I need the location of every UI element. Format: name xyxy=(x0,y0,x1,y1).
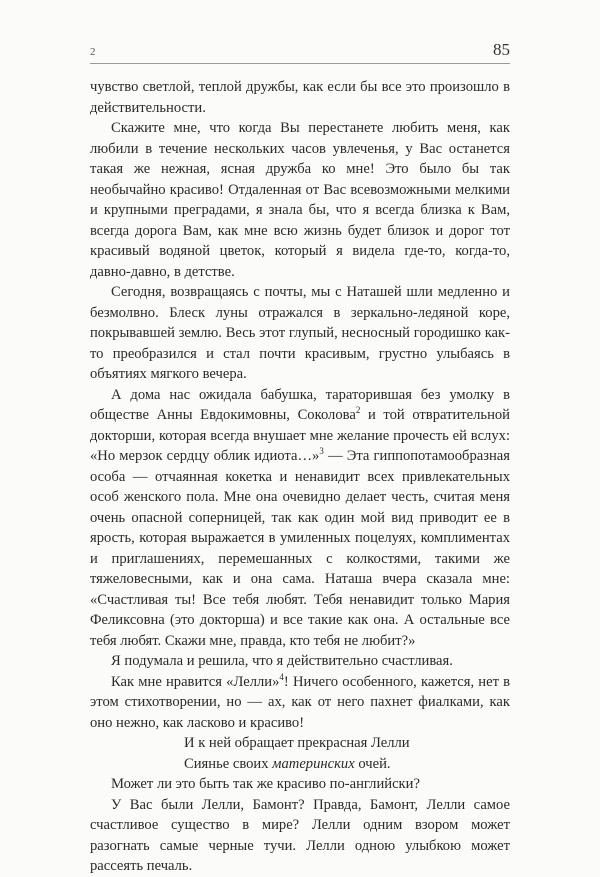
paragraph-8: У Вас были Лелли, Бамонт? Правда, Бамонт, Лелли самое счастливое существо в мире? Лелли одним взором может разогнать самые черные тучи. Лелли одною улыбкою может рассеять печаль. xyxy=(90,796,510,874)
paragraph-4-part-a: А дома нас ожидала бабушка, тараторившая без умолку в обществе Анны Евдокимовны, Соколова xyxy=(90,386,510,423)
paragraph-4-part-c: — Эта гиппопотамообразная особа — отчаянная кокетка и ненавидит всех привлекательных особ женского пола. Мне она очевидно делает честь, считая меня очень опасной соперницей, так как один мой вид приводит ее в ярость, которая выражается в умиленных поцелуях, комплиментах и приглашениях, перемешанных с колкостями, такими же тяжеловесными, как и она сама. Наташа вчера сказала мне: «Счастливая ты! Все тебя любят. Тебя ненавидит только Мария Феликсовна (это докторша) и все такие как она. А остальные все тебя любят. Скажи мне, правда, кто тебя не любит?» xyxy=(90,448,510,649)
verse-line-2-a: Сиянье своих xyxy=(184,755,273,772)
paragraph-5: Я подумала и решила, что я действительно счастливая. xyxy=(111,653,453,669)
body-text xyxy=(90,77,510,877)
page-header xyxy=(90,40,510,64)
paragraph-6-part-a: Как мне нравится «Лелли» xyxy=(111,673,280,690)
footnote-ref-3: 3 xyxy=(319,446,324,457)
running-head: 2 xyxy=(90,46,96,58)
footnote-ref-4: 4 xyxy=(279,671,284,682)
paragraph-4 xyxy=(90,385,510,652)
header-rule xyxy=(90,63,510,64)
paragraph-3: Сегодня, возвращаясь с почты, мы с Наташей шли медленно и безмолвно. Блеск луны отражался в зеркально-ледяной коре, покрывавшей землю. Весь этот глупый, несносный городишко как-то преобразился и стал почти красивым, грустно улыбаясь в объятиях мягкого вечера. xyxy=(90,284,510,382)
verse-line-2-emphasis: материнских xyxy=(272,755,355,772)
page-number: 85 xyxy=(493,40,510,59)
verse-quote xyxy=(184,733,510,774)
paragraph-7: Может ли это быть так же красиво по-английски? xyxy=(111,776,420,792)
paragraph-6 xyxy=(90,672,510,734)
verse-line-2 xyxy=(184,754,510,775)
verse-line-1: И к ней обращает прекрасная Лелли xyxy=(184,735,410,751)
footnote-ref-2: 2 xyxy=(355,405,361,416)
verse-line-2-b: очей. xyxy=(354,755,391,772)
paragraph-1: чувство светлой, теплой дружбы, как если бы все это произошло в действительности. xyxy=(90,79,510,116)
paragraph-4-part-b: и той отвратительной докторши, которая всегда внушает мне желание прочесть ей вслух: «Но мерзок сердцу облик идиота…» xyxy=(90,407,510,464)
paragraph-2: Скажите мне, что когда Вы перестанете любить меня, как любили в течение нескольких часов увлеченья, у Вас останется такая же нежная, ясная дружба ко мне! Это было бы так необычайно красиво! Отдаленная от Вас всевозможными мелкими и крупными преградами, я знала бы, что я всегда близка к Вам, всегда дорога Вам, как мне всю жизнь будет близок и дорог тот красивый водяной цветок, который я видела где-то, когда-то, давно-давно, в детстве. xyxy=(90,120,510,280)
paragraph-6-part-b: ! Ничего особенного, кажется, нет в этом стихотворении, но — ах, как от него пахнет фиалками, как оно нежно, как ласково и красиво! xyxy=(90,673,511,731)
